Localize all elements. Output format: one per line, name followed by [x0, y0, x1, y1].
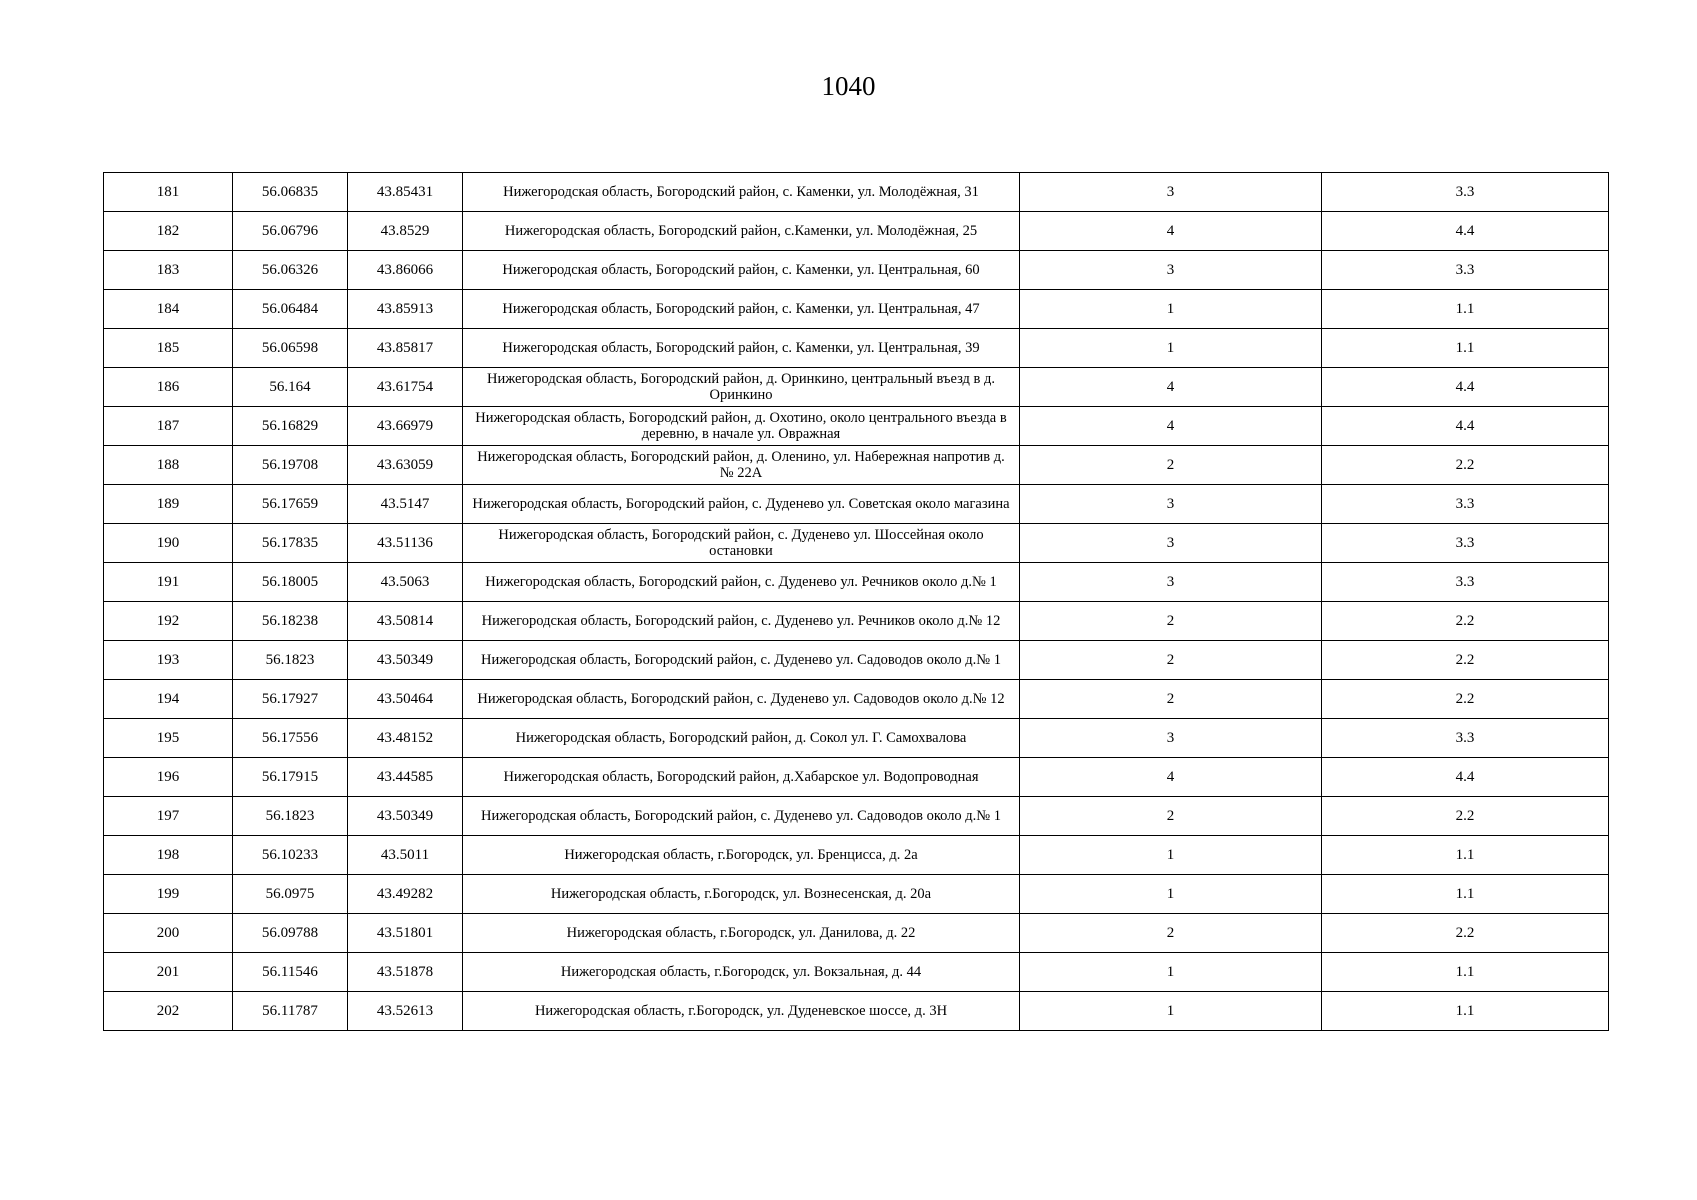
- table-row: [104, 251, 1609, 290]
- count-cell: 1: [1020, 875, 1322, 914]
- table-row: [104, 719, 1609, 758]
- address-cell: Нижегородская область, г.Богородск, ул. Данилова, д. 22: [463, 914, 1020, 953]
- count-cell: 2: [1020, 602, 1322, 641]
- count-cell: 1: [1020, 329, 1322, 368]
- table-row: [104, 212, 1609, 251]
- row-number-cell: 196: [104, 758, 233, 797]
- row-number-cell: 189: [104, 485, 233, 524]
- table-row: [104, 173, 1609, 212]
- count-cell: 2: [1020, 914, 1322, 953]
- latitude-cell: 56.06796: [233, 212, 348, 251]
- longitude-cell: 43.63059: [348, 446, 463, 485]
- value-cell: 1.1: [1322, 836, 1609, 875]
- table-row: [104, 290, 1609, 329]
- count-cell: 2: [1020, 797, 1322, 836]
- table-row: [104, 641, 1609, 680]
- longitude-cell: 43.51801: [348, 914, 463, 953]
- count-cell: 4: [1020, 758, 1322, 797]
- value-cell: 2.2: [1322, 797, 1609, 836]
- longitude-cell: 43.61754: [348, 368, 463, 407]
- longitude-cell: 43.5011: [348, 836, 463, 875]
- address-cell: Нижегородская область, Богородский район, д. Сокол ул. Г. Самохвалова: [463, 719, 1020, 758]
- longitude-cell: 43.85817: [348, 329, 463, 368]
- table-row: [104, 953, 1609, 992]
- table-row: [104, 524, 1609, 563]
- latitude-cell: 56.10233: [233, 836, 348, 875]
- address-cell: Нижегородская область, Богородский район, с. Дуденево ул. Шоссейная около остановки: [463, 524, 1020, 563]
- longitude-cell: 43.51878: [348, 953, 463, 992]
- row-number-cell: 191: [104, 563, 233, 602]
- longitude-cell: 43.5147: [348, 485, 463, 524]
- value-cell: 3.3: [1322, 173, 1609, 212]
- longitude-cell: 43.86066: [348, 251, 463, 290]
- count-cell: 2: [1020, 641, 1322, 680]
- longitude-cell: 43.49282: [348, 875, 463, 914]
- value-cell: 1.1: [1322, 329, 1609, 368]
- table-row: [104, 680, 1609, 719]
- value-cell: 2.2: [1322, 602, 1609, 641]
- latitude-cell: 56.1823: [233, 797, 348, 836]
- table-row: [104, 992, 1609, 1031]
- table-row: [104, 329, 1609, 368]
- address-cell: Нижегородская область, г.Богородск, ул. Дуденевское шоссе, д. 3Н: [463, 992, 1020, 1031]
- table-body: [104, 173, 1609, 1031]
- latitude-cell: 56.17556: [233, 719, 348, 758]
- count-cell: 4: [1020, 368, 1322, 407]
- row-number-cell: 198: [104, 836, 233, 875]
- value-cell: 1.1: [1322, 953, 1609, 992]
- address-cell: Нижегородская область, Богородский район, д. Оленино, ул. Набережная напротив д. № 22А: [463, 446, 1020, 485]
- value-cell: 1.1: [1322, 875, 1609, 914]
- table-row: [104, 914, 1609, 953]
- address-cell: Нижегородская область, г.Богородск, ул. Вознесенская, д. 20а: [463, 875, 1020, 914]
- value-cell: 3.3: [1322, 563, 1609, 602]
- value-cell: 2.2: [1322, 641, 1609, 680]
- latitude-cell: 56.06484: [233, 290, 348, 329]
- address-cell: Нижегородская область, Богородский район, д. Оринкино, центральный въезд в д. Оринкино: [463, 368, 1020, 407]
- longitude-cell: 43.44585: [348, 758, 463, 797]
- row-number-cell: 202: [104, 992, 233, 1031]
- address-cell: Нижегородская область, г.Богородск, ул. Бренцисса, д. 2а: [463, 836, 1020, 875]
- longitude-cell: 43.85913: [348, 290, 463, 329]
- count-cell: 3: [1020, 563, 1322, 602]
- row-number-cell: 194: [104, 680, 233, 719]
- latitude-cell: 56.17835: [233, 524, 348, 563]
- latitude-cell: 56.06326: [233, 251, 348, 290]
- address-cell: Нижегородская область, Богородский район, с. Дуденево ул. Садоводов около д.№ 12: [463, 680, 1020, 719]
- row-number-cell: 188: [104, 446, 233, 485]
- longitude-cell: 43.51136: [348, 524, 463, 563]
- latitude-cell: 56.06598: [233, 329, 348, 368]
- latitude-cell: 56.09788: [233, 914, 348, 953]
- longitude-cell: 43.52613: [348, 992, 463, 1031]
- count-cell: 1: [1020, 836, 1322, 875]
- address-cell: Нижегородская область, Богородский район, с. Каменки, ул. Центральная, 39: [463, 329, 1020, 368]
- table-row: [104, 836, 1609, 875]
- count-cell: 2: [1020, 446, 1322, 485]
- row-number-cell: 197: [104, 797, 233, 836]
- row-number-cell: 195: [104, 719, 233, 758]
- table-row: [104, 407, 1609, 446]
- count-cell: 3: [1020, 719, 1322, 758]
- table-row: [104, 563, 1609, 602]
- row-number-cell: 187: [104, 407, 233, 446]
- table-row: [104, 485, 1609, 524]
- latitude-cell: 56.19708: [233, 446, 348, 485]
- address-cell: Нижегородская область, Богородский район, с.Каменки, ул. Молодёжная, 25: [463, 212, 1020, 251]
- row-number-cell: 193: [104, 641, 233, 680]
- row-number-cell: 201: [104, 953, 233, 992]
- value-cell: 3.3: [1322, 719, 1609, 758]
- count-cell: 2: [1020, 680, 1322, 719]
- longitude-cell: 43.5063: [348, 563, 463, 602]
- latitude-cell: 56.0975: [233, 875, 348, 914]
- row-number-cell: 184: [104, 290, 233, 329]
- table-row: [104, 602, 1609, 641]
- latitude-cell: 56.16829: [233, 407, 348, 446]
- address-cell: Нижегородская область, Богородский район, с. Дуденево ул. Садоводов около д.№ 1: [463, 641, 1020, 680]
- latitude-cell: 56.1823: [233, 641, 348, 680]
- row-number-cell: 183: [104, 251, 233, 290]
- count-cell: 3: [1020, 173, 1322, 212]
- address-cell: Нижегородская область, Богородский район, с. Дуденево ул. Речников около д.№ 1: [463, 563, 1020, 602]
- address-cell: Нижегородская область, Богородский район, с. Дуденево ул. Речников около д.№ 12: [463, 602, 1020, 641]
- longitude-cell: 43.50464: [348, 680, 463, 719]
- longitude-cell: 43.8529: [348, 212, 463, 251]
- latitude-cell: 56.17915: [233, 758, 348, 797]
- table-row: [104, 875, 1609, 914]
- count-cell: 4: [1020, 407, 1322, 446]
- address-cell: Нижегородская область, Богородский район, с. Дуденево ул. Садоводов около д.№ 1: [463, 797, 1020, 836]
- page-number: 1040: [821, 71, 876, 101]
- longitude-cell: 43.50349: [348, 641, 463, 680]
- longitude-cell: 43.48152: [348, 719, 463, 758]
- value-cell: 4.4: [1322, 212, 1609, 251]
- count-cell: 3: [1020, 485, 1322, 524]
- latitude-cell: 56.06835: [233, 173, 348, 212]
- count-cell: 1: [1020, 290, 1322, 329]
- value-cell: 4.4: [1322, 758, 1609, 797]
- locations-table: [103, 172, 1609, 1031]
- address-cell: Нижегородская область, Богородский район, д. Охотино, около центрального въезда в деревню, в начале ул. Овражная: [463, 407, 1020, 446]
- latitude-cell: 56.17927: [233, 680, 348, 719]
- value-cell: 2.2: [1322, 914, 1609, 953]
- address-cell: Нижегородская область, Богородский район, с. Дуденево ул. Советская около магазина: [463, 485, 1020, 524]
- table-row: [104, 446, 1609, 485]
- table-row: [104, 368, 1609, 407]
- row-number-cell: 185: [104, 329, 233, 368]
- longitude-cell: 43.66979: [348, 407, 463, 446]
- longitude-cell: 43.85431: [348, 173, 463, 212]
- row-number-cell: 186: [104, 368, 233, 407]
- address-cell: Нижегородская область, г.Богородск, ул. Вокзальная, д. 44: [463, 953, 1020, 992]
- latitude-cell: 56.18005: [233, 563, 348, 602]
- value-cell: 2.2: [1322, 446, 1609, 485]
- value-cell: 1.1: [1322, 992, 1609, 1031]
- count-cell: 4: [1020, 212, 1322, 251]
- latitude-cell: 56.164: [233, 368, 348, 407]
- value-cell: 3.3: [1322, 524, 1609, 563]
- row-number-cell: 181: [104, 173, 233, 212]
- count-cell: 3: [1020, 524, 1322, 563]
- table-row: [104, 758, 1609, 797]
- address-cell: Нижегородская область, Богородский район, с. Каменки, ул. Центральная, 47: [463, 290, 1020, 329]
- address-cell: Нижегородская область, Богородский район, д.Хабарское ул. Водопроводная: [463, 758, 1020, 797]
- value-cell: 4.4: [1322, 368, 1609, 407]
- row-number-cell: 190: [104, 524, 233, 563]
- longitude-cell: 43.50349: [348, 797, 463, 836]
- latitude-cell: 56.11787: [233, 992, 348, 1031]
- count-cell: 3: [1020, 251, 1322, 290]
- count-cell: 1: [1020, 953, 1322, 992]
- count-cell: 1: [1020, 992, 1322, 1031]
- value-cell: 3.3: [1322, 485, 1609, 524]
- row-number-cell: 182: [104, 212, 233, 251]
- table-row: [104, 797, 1609, 836]
- address-cell: Нижегородская область, Богородский район, с. Каменки, ул. Молодёжная, 31: [463, 173, 1020, 212]
- value-cell: 4.4: [1322, 407, 1609, 446]
- row-number-cell: 199: [104, 875, 233, 914]
- row-number-cell: 192: [104, 602, 233, 641]
- value-cell: 1.1: [1322, 290, 1609, 329]
- latitude-cell: 56.11546: [233, 953, 348, 992]
- value-cell: 2.2: [1322, 680, 1609, 719]
- row-number-cell: 200: [104, 914, 233, 953]
- latitude-cell: 56.17659: [233, 485, 348, 524]
- longitude-cell: 43.50814: [348, 602, 463, 641]
- value-cell: 3.3: [1322, 251, 1609, 290]
- latitude-cell: 56.18238: [233, 602, 348, 641]
- address-cell: Нижегородская область, Богородский район, с. Каменки, ул. Центральная, 60: [463, 251, 1020, 290]
